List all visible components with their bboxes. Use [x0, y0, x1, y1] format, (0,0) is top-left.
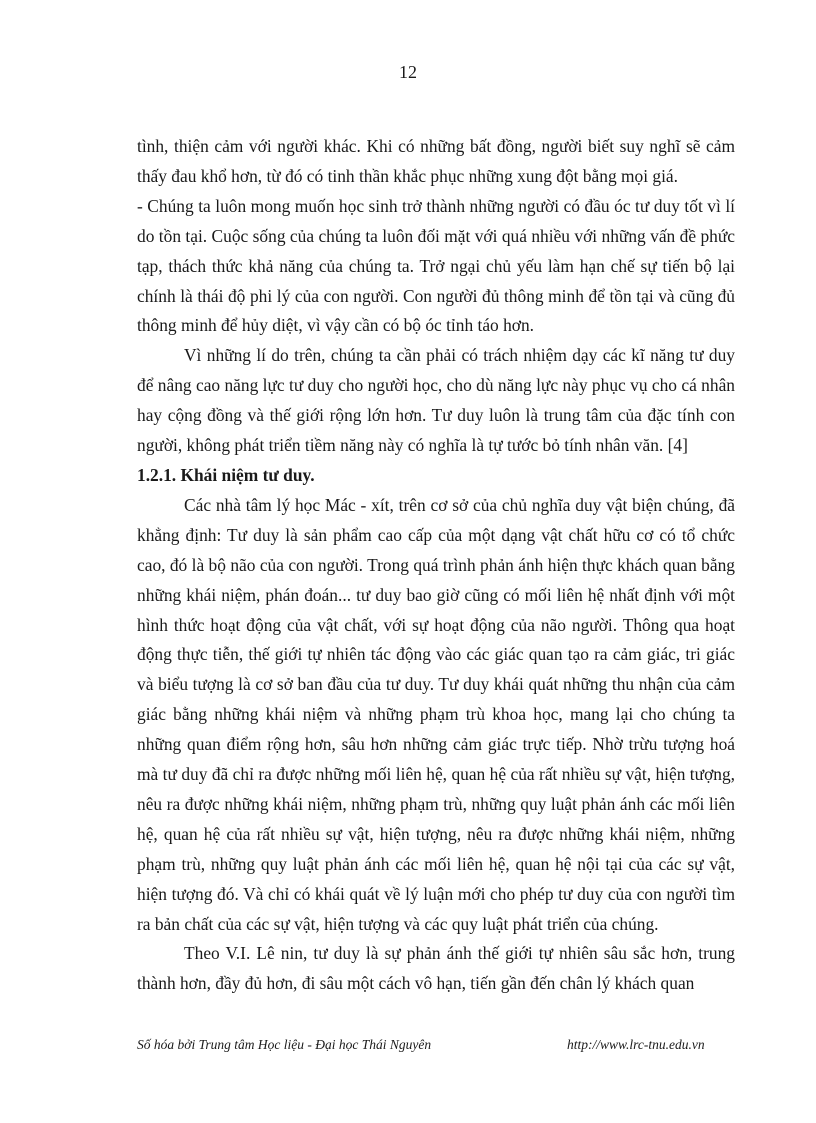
paragraph-2: - Chúng ta luôn mong muốn học sinh trở thành những người có đầu óc tư duy tốt vì lí do tồn tại. Cuộc sống của chúng ta luôn đối mặt với quá nhiều với những vấn đề phức tạp, thách thức khả năng của chúng ta. Trở ngại chủ yếu làm hạn chế sự tiến bộ lại chính là thái độ phi lý của con người. Con người đủ thông minh để tồn tại và cũng đủ thông minh để hủy diệt, vì vậy cần có bộ óc tỉnh táo hơn.: [137, 195, 735, 336]
paragraph-3: Vì những lí do trên, chúng ta cần phải có trách nhiệm dạy các kĩ năng tư duy để nâng cao năng lực tư duy cho người học, cho dù năng lực này phục vụ cho cá nhân hay cộng đồng và thế giới rộng lớn hơn. Tư duy luôn là trung tâm của đặc tính con người, không phát triển tiềm năng này có nghĩa là tự tước bỏ tính nhân văn. [4]: [137, 345, 735, 456]
section-heading: 1.2.1. Khái niệm tư duy.: [137, 464, 315, 485]
paragraph-4: Các nhà tâm lý học Mác - xít, trên cơ sở của chủ nghĩa duy vật biện chúng, đã khẳng định: Tư duy là sản phẩm cao cấp của một dạng vật chất hữu cơ có tổ chức cao, đó là bộ não của con người. Trong quá trình phản ánh hiện thực khách quan bằng những khái niệm, phán đoán... tư duy bao giờ cũng có mối liên hệ nhất định với một hình thức hoạt động của vật chất, với sự hoạt động của não người. Thông qua hoạt động thực tiễn, thế giới tự nhiên tác động vào các giác quan tạo ra cảm giác, tri giác và biểu tượng là cơ sở ban đầu của tư duy. Tư duy khái quát những thu nhận của cảm giác bằng những khái niệm và những phạm trù khoa học, mang lại cho chúng ta những quan điểm rộng hơn, sâu hơn những cảm giác trực tiếp. Nhờ trừu tượng hoá mà tư duy đã chỉ ra được những mối liên hệ, quan hệ của rất nhiều sự vật, hiện tượng, nêu ra được những khái niệm, những phạm trù, những quy luật phản ánh các mối liên hệ, quan hệ của rất nhiều sự vật, hiện tượng, nêu ra được những khái niệm, những phạm trù, những quy luật phản ánh các mối liên hệ, quan hệ nội tại của các sự vật, hiện tượng đó. Và chỉ có khái quát về lý luận mới cho phép tư duy của con người tìm ra bản chất của các sự vật, hiện tượng và các quy luật phát triển của chúng.: [137, 494, 735, 934]
page-number: 12: [399, 62, 417, 82]
footer-url: http://www.lrc-tnu.edu.vn: [567, 1037, 705, 1052]
paragraph-5: Theo V.I. Lê nin, tư duy là sự phản ánh thế giới tự nhiên sâu sắc hơn, trung thành hơn, đầy đủ hơn, đi sâu một cách vô hạn, tiến gần đến chân lý khách quan: [137, 943, 735, 994]
paragraph-1: tình, thiện cảm với người khác. Khi có những bất đồng, người biết suy nghĩ sẽ cảm thấy đau khổ hơn, từ đó có tinh thần khắc phục những xung đột bằng mọi giá.: [137, 136, 735, 186]
footer-source: Số hóa bởi Trung tâm Học liệu - Đại học Thái Nguyên: [137, 1037, 432, 1052]
document-body: [137, 132, 735, 999]
